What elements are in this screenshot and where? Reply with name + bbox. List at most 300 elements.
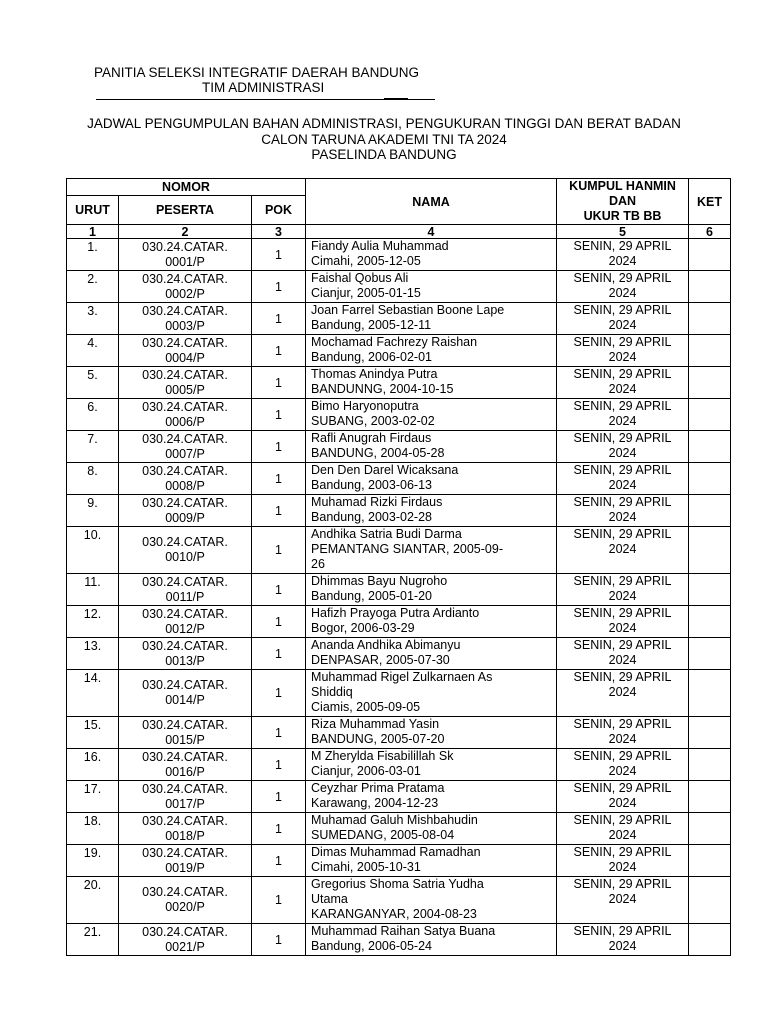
urut-cell: 18. — [67, 813, 119, 845]
peserta-line: 030.24.CATAR. — [142, 367, 228, 382]
column-number: 5 — [557, 225, 689, 239]
kumpul-line: SENIN, 29 APRIL — [573, 845, 672, 859]
table-row — [67, 924, 731, 956]
peserta-line: 0019/P — [165, 860, 205, 875]
table-row — [67, 781, 731, 813]
peserta-line: 0007/P — [165, 446, 205, 461]
table-row — [67, 845, 731, 877]
urut-cell: 14. — [67, 670, 119, 717]
pok-cell: 1 — [252, 924, 306, 956]
nama-line: Bandung, 2005-01-20 — [311, 589, 432, 603]
document-title-line2: CALON TARUNA AKADEMI TNI TA 2024 — [261, 132, 507, 147]
ket-cell — [689, 495, 731, 527]
peserta-line: 030.24.CATAR. — [142, 271, 228, 286]
nama-line: Riza Muhammad Yasin — [311, 717, 440, 731]
org-name: PANITIA SELEKSI INTEGRATIF DAERAH BANDUNG — [94, 65, 420, 80]
urut-cell: 7. — [67, 431, 119, 463]
nama-line: Cianjur, 2005-01-15 — [311, 286, 421, 300]
pok-cell: 1 — [252, 574, 306, 606]
header-underline — [96, 99, 435, 100]
kumpul-line: 2024 — [608, 414, 637, 428]
kumpul-cell — [557, 781, 689, 813]
nama-cell — [306, 717, 557, 749]
peserta-cell — [119, 527, 252, 574]
nama-line: PEMANTANG SIANTAR, 2005-09- — [311, 542, 503, 556]
peserta-line: 030.24.CATAR. — [142, 813, 228, 828]
kumpul-line: SENIN, 29 APRIL — [573, 717, 672, 731]
kumpul-line: 2024 — [608, 318, 637, 332]
header-urut: URUT — [67, 196, 119, 225]
peserta-line: 030.24.CATAR. — [142, 924, 228, 939]
nama-line: Rafli Anugrah Firdaus — [311, 431, 432, 445]
nama-line: Bandung, 2003-06-13 — [311, 478, 432, 492]
peserta-line: 0006/P — [165, 414, 205, 429]
urut-cell: 19. — [67, 845, 119, 877]
nama-line: Mochamad Fachrezy Raishan — [311, 335, 478, 349]
kumpul-cell — [557, 749, 689, 781]
nama-line: Andhika Satria Budi Darma — [311, 527, 462, 541]
urut-cell: 3. — [67, 303, 119, 335]
header-nomor: NOMOR — [67, 179, 306, 196]
peserta-line: 030.24.CATAR. — [142, 749, 228, 764]
nama-line: Shiddiq — [311, 685, 353, 699]
peserta-cell — [119, 845, 252, 877]
kumpul-line: 2024 — [608, 796, 637, 810]
pok-cell: 1 — [252, 495, 306, 527]
pok-cell: 1 — [252, 527, 306, 574]
ket-cell — [689, 670, 731, 717]
peserta-line: 030.24.CATAR. — [142, 574, 228, 589]
peserta-line: 0011/P — [165, 589, 205, 604]
kumpul-cell — [557, 606, 689, 638]
header-kumpul-line2: DAN — [608, 194, 637, 208]
table-row — [67, 239, 731, 271]
peserta-cell — [119, 367, 252, 399]
header-underline-accent — [384, 98, 408, 99]
nama-line: Hafizh Prayoga Putra Ardianto — [311, 606, 480, 620]
kumpul-line: 2024 — [608, 860, 637, 874]
urut-cell: 12. — [67, 606, 119, 638]
nama-line: Bandung, 2003-02-28 — [311, 510, 432, 524]
peserta-line: 030.24.CATAR. — [142, 845, 228, 860]
kumpul-line: SENIN, 29 APRIL — [573, 574, 672, 588]
pok-cell: 1 — [252, 606, 306, 638]
peserta-cell — [119, 606, 252, 638]
kumpul-line: 2024 — [608, 254, 637, 268]
nama-cell — [306, 367, 557, 399]
column-number: 3 — [252, 225, 306, 239]
peserta-line: 030.24.CATAR. — [142, 495, 228, 510]
peserta-cell — [119, 781, 252, 813]
peserta-line: 0008/P — [165, 478, 205, 493]
urut-cell: 5. — [67, 367, 119, 399]
table-row — [67, 303, 731, 335]
nama-cell — [306, 463, 557, 495]
nama-cell — [306, 271, 557, 303]
kumpul-line: SENIN, 29 APRIL — [573, 303, 672, 317]
urut-cell: 21. — [67, 924, 119, 956]
nama-cell — [306, 495, 557, 527]
column-number: 4 — [306, 225, 557, 239]
table-row — [67, 495, 731, 527]
kumpul-cell — [557, 399, 689, 431]
kumpul-line: 2024 — [608, 939, 637, 953]
nama-line: Cianjur, 2006-03-01 — [311, 764, 421, 778]
nama-line: Muhamad Galuh Mishbahudin — [311, 813, 478, 827]
peserta-line: 0020/P — [165, 900, 205, 914]
kumpul-line: 2024 — [608, 653, 637, 667]
kumpul-line: SENIN, 29 APRIL — [573, 670, 672, 684]
peserta-line: 030.24.CATAR. — [142, 303, 228, 318]
document-title-line3: PASELINDA BANDUNG — [311, 147, 457, 162]
kumpul-line: SENIN, 29 APRIL — [573, 813, 672, 827]
kumpul-line: SENIN, 29 APRIL — [573, 399, 672, 413]
nama-cell — [306, 239, 557, 271]
nama-line: SUBANG, 2003-02-02 — [311, 414, 435, 428]
kumpul-line: SENIN, 29 APRIL — [573, 749, 672, 763]
peserta-cell — [119, 399, 252, 431]
nama-line: Gregorius Shoma Satria Yudha — [311, 877, 484, 891]
nama-line: BANDUNG, 2004-05-28 — [311, 446, 445, 460]
peserta-line: 030.24.CATAR. — [142, 535, 228, 549]
pok-cell: 1 — [252, 877, 306, 924]
column-number: 1 — [67, 225, 119, 239]
peserta-cell — [119, 813, 252, 845]
table-row — [67, 717, 731, 749]
peserta-line: 0004/P — [165, 350, 205, 365]
nama-line: Thomas Anindya Putra — [311, 367, 438, 381]
urut-cell: 2. — [67, 271, 119, 303]
peserta-line: 030.24.CATAR. — [142, 431, 228, 446]
nama-cell — [306, 813, 557, 845]
peserta-line: 030.24.CATAR. — [142, 885, 228, 899]
kumpul-cell — [557, 335, 689, 367]
kumpul-line: SENIN, 29 APRIL — [573, 877, 672, 891]
nama-line: Joan Farrel Sebastian Boone Lape — [311, 303, 505, 317]
header-nama: NAMA — [306, 179, 557, 225]
peserta-line: 030.24.CATAR. — [142, 335, 228, 350]
nama-line: Dhimmas Bayu Nugroho — [311, 574, 448, 588]
pok-cell: 1 — [252, 813, 306, 845]
kumpul-line: SENIN, 29 APRIL — [573, 924, 672, 938]
nama-cell — [306, 670, 557, 717]
peserta-cell — [119, 877, 252, 924]
nama-line: 26 — [311, 557, 325, 571]
table-row — [67, 431, 731, 463]
peserta-line: 030.24.CATAR. — [142, 638, 228, 653]
urut-cell: 6. — [67, 399, 119, 431]
nama-line: Muhammad Raihan Satya Buana — [311, 924, 496, 938]
column-number: 6 — [689, 225, 731, 239]
kumpul-cell — [557, 717, 689, 749]
peserta-cell — [119, 431, 252, 463]
kumpul-line: 2024 — [608, 350, 637, 364]
kumpul-cell — [557, 670, 689, 717]
kumpul-line: SENIN, 29 APRIL — [573, 431, 672, 445]
header-kumpul-line1: KUMPUL HANMIN — [569, 179, 676, 193]
kumpul-line: SENIN, 29 APRIL — [573, 527, 672, 541]
kumpul-line: 2024 — [608, 621, 637, 635]
nama-line: Muhamad Rizki Firdaus — [311, 495, 443, 509]
peserta-line: 030.24.CATAR. — [142, 678, 228, 692]
nama-cell — [306, 574, 557, 606]
kumpul-cell — [557, 463, 689, 495]
kumpul-line: 2024 — [608, 732, 637, 746]
nama-line: DENPASAR, 2005-07-30 — [311, 653, 450, 667]
header-ket: KET — [689, 179, 731, 225]
kumpul-line: SENIN, 29 APRIL — [573, 367, 672, 381]
peserta-line: 0021/P — [165, 939, 205, 954]
nama-cell — [306, 845, 557, 877]
table-row — [67, 574, 731, 606]
nama-line: Bogor, 2006-03-29 — [311, 621, 415, 635]
pok-cell: 1 — [252, 749, 306, 781]
kumpul-line: 2024 — [608, 286, 637, 300]
ket-cell — [689, 924, 731, 956]
peserta-cell — [119, 239, 252, 271]
column-number: 2 — [119, 225, 252, 239]
peserta-cell — [119, 335, 252, 367]
kumpul-line: SENIN, 29 APRIL — [573, 606, 672, 620]
peserta-cell — [119, 303, 252, 335]
table-row — [67, 335, 731, 367]
urut-cell: 17. — [67, 781, 119, 813]
peserta-line: 0003/P — [165, 318, 205, 333]
table-row — [67, 638, 731, 670]
org-unit: TIM ADMINISTRASI — [202, 80, 325, 95]
nama-line: Ananda Andhika Abimanyu — [311, 638, 461, 652]
kumpul-line: SENIN, 29 APRIL — [573, 335, 672, 349]
ket-cell — [689, 367, 731, 399]
ket-cell — [689, 717, 731, 749]
peserta-line: 0015/P — [165, 732, 205, 747]
nama-cell — [306, 335, 557, 367]
urut-cell: 10. — [67, 527, 119, 574]
kumpul-line: 2024 — [608, 828, 637, 842]
kumpul-line: 2024 — [608, 382, 637, 396]
kumpul-line: 2024 — [608, 446, 637, 460]
kumpul-cell — [557, 303, 689, 335]
nama-line: M Zherylda Fisabilillah Sk — [311, 749, 454, 763]
pok-cell: 1 — [252, 638, 306, 670]
pok-cell: 1 — [252, 271, 306, 303]
table-row — [67, 670, 731, 717]
kumpul-line: 2024 — [608, 685, 637, 699]
kumpul-line: SENIN, 29 APRIL — [573, 781, 672, 795]
peserta-line: 0002/P — [165, 286, 205, 301]
pok-cell: 1 — [252, 670, 306, 717]
nama-line: Bimo Haryonoputra — [311, 399, 419, 413]
table-row — [67, 399, 731, 431]
ket-cell — [689, 239, 731, 271]
table-row — [67, 749, 731, 781]
urut-cell: 8. — [67, 463, 119, 495]
nama-cell — [306, 527, 557, 574]
peserta-cell — [119, 271, 252, 303]
peserta-line: 030.24.CATAR. — [142, 606, 228, 621]
peserta-line: 0012/P — [165, 621, 205, 636]
ket-cell — [689, 463, 731, 495]
peserta-cell — [119, 749, 252, 781]
kumpul-line: 2024 — [608, 892, 637, 906]
nama-line: Utama — [311, 892, 348, 906]
nama-line: SUMEDANG, 2005-08-04 — [311, 828, 455, 842]
kumpul-line: SENIN, 29 APRIL — [573, 638, 672, 652]
urut-cell: 13. — [67, 638, 119, 670]
pok-cell: 1 — [252, 399, 306, 431]
table-row — [67, 877, 731, 924]
nama-line: Bandung, 2006-05-24 — [311, 939, 432, 953]
pok-cell: 1 — [252, 335, 306, 367]
kumpul-cell — [557, 239, 689, 271]
urut-cell: 9. — [67, 495, 119, 527]
nama-line: Den Den Darel Wicaksana — [311, 463, 459, 477]
nama-line: Muhammad Rigel Zulkarnaen As — [311, 670, 493, 684]
document-title-line1: JADWAL PENGUMPULAN BAHAN ADMINISTRASI, PENGUKURAN TINGGI DAN BERAT BADAN — [87, 116, 681, 131]
nama-line: Dimas Muhammad Ramadhan — [311, 845, 481, 859]
kumpul-cell — [557, 271, 689, 303]
ket-cell — [689, 749, 731, 781]
table-row — [67, 271, 731, 303]
kumpul-cell — [557, 495, 689, 527]
kumpul-cell — [557, 527, 689, 574]
peserta-line: 0013/P — [165, 653, 205, 668]
nama-line: BANDUNG, 2005-07-20 — [311, 732, 445, 746]
peserta-line: 0005/P — [165, 382, 205, 397]
nama-line: Karawang, 2004-12-23 — [311, 796, 439, 810]
peserta-cell — [119, 463, 252, 495]
table-row — [67, 813, 731, 845]
kumpul-line: SENIN, 29 APRIL — [573, 495, 672, 509]
ket-cell — [689, 335, 731, 367]
kumpul-cell — [557, 367, 689, 399]
peserta-line: 030.24.CATAR. — [142, 399, 228, 414]
nama-cell — [306, 781, 557, 813]
header-kumpul — [557, 179, 689, 225]
nama-cell — [306, 431, 557, 463]
pok-cell: 1 — [252, 367, 306, 399]
peserta-cell — [119, 717, 252, 749]
nama-cell — [306, 606, 557, 638]
kumpul-line: 2024 — [608, 764, 637, 778]
ket-cell — [689, 606, 731, 638]
peserta-line: 0014/P — [165, 693, 205, 707]
urut-cell: 15. — [67, 717, 119, 749]
ket-cell — [689, 845, 731, 877]
kumpul-cell — [557, 813, 689, 845]
nama-line: KARANGANYAR, 2004-08-23 — [311, 907, 477, 921]
nama-cell — [306, 303, 557, 335]
ket-cell — [689, 271, 731, 303]
table-row — [67, 463, 731, 495]
ket-cell — [689, 813, 731, 845]
nama-cell — [306, 877, 557, 924]
nama-line: Cimahi, 2005-10-31 — [311, 860, 421, 874]
ket-cell — [689, 431, 731, 463]
pok-cell: 1 — [252, 303, 306, 335]
peserta-line: 030.24.CATAR. — [142, 717, 228, 732]
nama-line: Bandung, 2006-02-01 — [311, 350, 432, 364]
urut-cell: 4. — [67, 335, 119, 367]
nama-line: Ciamis, 2005-09-05 — [311, 700, 421, 714]
table-row — [67, 367, 731, 399]
pok-cell: 1 — [252, 781, 306, 813]
ket-cell — [689, 303, 731, 335]
kumpul-line: 2024 — [608, 478, 637, 492]
nama-cell — [306, 638, 557, 670]
nama-cell — [306, 399, 557, 431]
table-row — [67, 606, 731, 638]
peserta-line: 030.24.CATAR. — [142, 239, 228, 254]
urut-cell: 1. — [67, 239, 119, 271]
nama-line: Fiandy Aulia Muhammad — [311, 239, 449, 253]
peserta-cell — [119, 495, 252, 527]
peserta-line: 0017/P — [165, 796, 205, 811]
urut-cell: 11. — [67, 574, 119, 606]
ket-cell — [689, 781, 731, 813]
kumpul-line: 2024 — [608, 510, 637, 524]
table-body — [67, 239, 731, 956]
kumpul-cell — [557, 431, 689, 463]
kumpul-cell — [557, 638, 689, 670]
header-peserta: PESERTA — [119, 196, 252, 225]
kumpul-cell — [557, 574, 689, 606]
kumpul-cell — [557, 924, 689, 956]
nama-line: BANDUNNG, 2004-10-15 — [311, 382, 454, 396]
nama-cell — [306, 749, 557, 781]
peserta-line: 030.24.CATAR. — [142, 781, 228, 796]
peserta-cell — [119, 670, 252, 717]
peserta-line: 0018/P — [165, 828, 205, 843]
urut-cell: 20. — [67, 877, 119, 924]
kumpul-cell — [557, 877, 689, 924]
peserta-cell — [119, 924, 252, 956]
pok-cell: 1 — [252, 239, 306, 271]
peserta-line: 0016/P — [165, 764, 205, 779]
nama-line: Ceyzhar Prima Pratama — [311, 781, 445, 795]
kumpul-line: SENIN, 29 APRIL — [573, 271, 672, 285]
nama-line: Bandung, 2005-12-11 — [311, 318, 432, 332]
kumpul-cell — [557, 845, 689, 877]
pok-cell: 1 — [252, 463, 306, 495]
nama-cell — [306, 924, 557, 956]
peserta-cell — [119, 638, 252, 670]
peserta-line: 0010/P — [165, 550, 205, 564]
pok-cell: 1 — [252, 431, 306, 463]
nama-line: Cimahi, 2005-12-05 — [311, 254, 421, 268]
peserta-line: 030.24.CATAR. — [142, 463, 228, 478]
table-row — [67, 527, 731, 574]
nama-line: Faishal Qobus Ali — [311, 271, 409, 285]
pok-cell: 1 — [252, 845, 306, 877]
pok-cell: 1 — [252, 717, 306, 749]
peserta-line: 0009/P — [165, 510, 205, 525]
kumpul-line: SENIN, 29 APRIL — [573, 239, 672, 253]
urut-cell: 16. — [67, 749, 119, 781]
schedule-table — [66, 178, 731, 956]
kumpul-line: SENIN, 29 APRIL — [573, 463, 672, 477]
kumpul-line: 2024 — [608, 542, 637, 556]
header-pok: POK — [252, 196, 306, 225]
ket-cell — [689, 527, 731, 574]
ket-cell — [689, 399, 731, 431]
peserta-cell — [119, 574, 252, 606]
ket-cell — [689, 638, 731, 670]
header-kumpul-line3: UKUR TB BB — [583, 209, 662, 223]
ket-cell — [689, 877, 731, 924]
ket-cell — [689, 574, 731, 606]
kumpul-line: 2024 — [608, 589, 637, 603]
